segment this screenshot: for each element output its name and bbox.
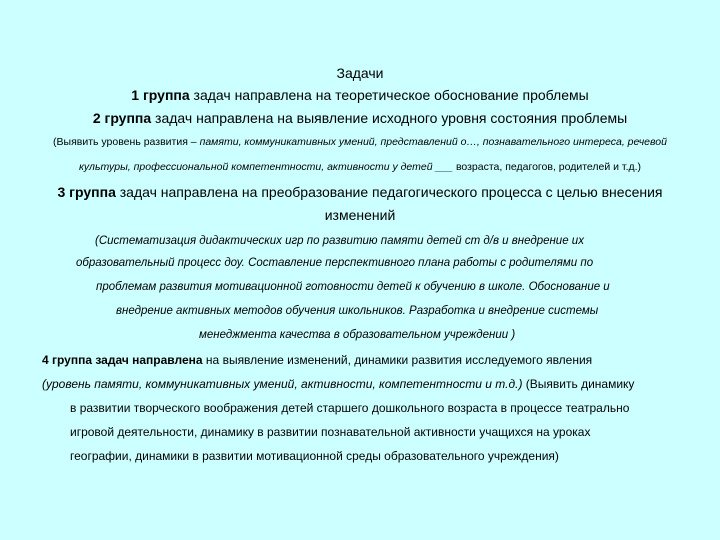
group-2-note-end: возраста, педагогов, родителей и т.д.) (455, 161, 642, 173)
slide-title: Задачи (336, 65, 384, 81)
group-2-note-italic-1: памяти, коммуникативных умений, представлений о…, познавательного интереса, речевой (199, 136, 667, 148)
group-3-label: 3 группа (57, 184, 116, 200)
group-1-label: 1 группа (131, 87, 190, 103)
group-4-text: на выявление изменений, динамики развития исследуемого явления (202, 353, 593, 367)
group-3-note-4: внедрение активных методов обучения школьников. Разработка и внедрение системы (116, 305, 599, 317)
group-2-line (0, 111, 720, 125)
group-3-note-line-2 (76, 258, 593, 270)
group-4-line-4: игровой деятельности, динамику в развитии познавательной активности учащихся на уроках (70, 425, 591, 439)
group-3-note-3: проблемам развития мотивационной готовности детей к обучению в школе. Обоснование и (96, 281, 610, 293)
group-2-text: задач направлена на выявление исходного уровня состояния проблемы (151, 110, 628, 126)
group-2-label: 2 группа (92, 110, 152, 126)
group-4-line-2 (42, 378, 634, 390)
group-4-note-italic: (уровень памяти, коммуникативных умений, активности, компетентности и т.д.) (42, 377, 523, 391)
group-1-line (0, 88, 720, 102)
group-4-line-1 (42, 354, 592, 366)
group-3-line-1 (0, 185, 720, 199)
group-4-line-3: в развитии творческого воображения детей старшего дошкольного возраста в процессе театрально (70, 401, 630, 415)
group-3-note-line-3 (96, 282, 610, 294)
group-4-line-5: географии, динамики в развитии мотивационной среды образовательного учреждения) (70, 449, 559, 463)
group-4-label: 4 группа задач направлена (42, 353, 203, 367)
group-3-note-line-5 (199, 330, 515, 342)
group-3-line-2: изменений (324, 207, 396, 223)
group-3-text-1: задач направлена на преобразование педагогического процесса с целью внесения (115, 184, 663, 200)
group-2-note-italic-2: культуры, профессиональной компетентности, активности у детей ___ (78, 161, 456, 173)
group-3-note-line-1 (95, 236, 584, 248)
group-3-note-line-4 (116, 306, 598, 318)
group-3-note-2: образовательный процесс доу. Составление перспективного плана работы с родителями по (76, 257, 594, 269)
group-1-text: задач направлена на теоретическое обоснование проблемы (189, 87, 589, 103)
group-3-note-5: менеджмента качества в образовательном учреждении ) (199, 329, 516, 341)
group-2-note-line-1 (0, 137, 720, 148)
group-3-note-1: (Систематизация дидактических игр по развитию памяти детей ст д/в и внедрение их (95, 235, 584, 247)
group-4-note-rest: (Выявить динамику (522, 377, 635, 391)
group-2-note-start: (Выявить уровень развития – (53, 136, 200, 148)
group-2-note-line-2 (0, 162, 720, 173)
